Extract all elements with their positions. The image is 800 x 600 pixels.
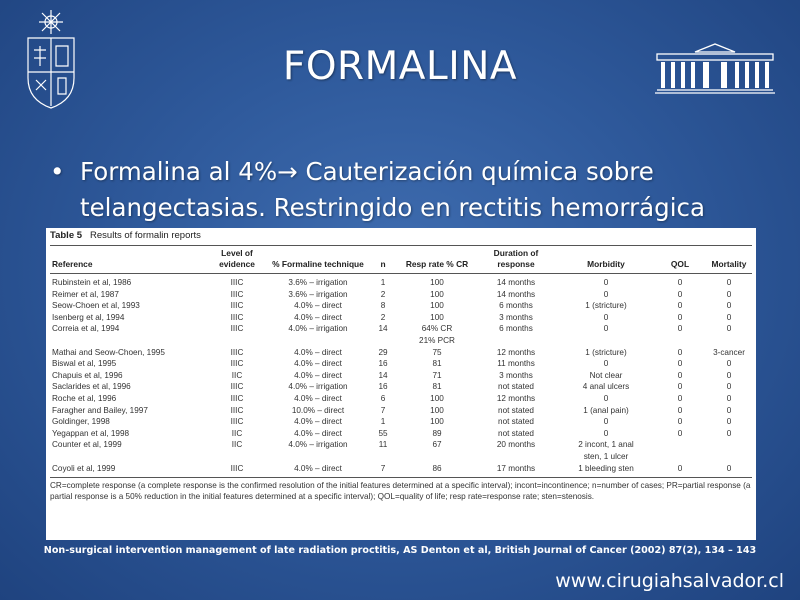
cell-mort: 0 [726, 382, 732, 392]
cell-mort: 0 [726, 359, 732, 369]
cell-tech: 4.0% – direct [294, 359, 342, 369]
cell-qol: 0 [677, 347, 683, 357]
cell-tech: 3.6% – irrigation [288, 289, 348, 299]
header-technique: % Formaline technique [270, 246, 366, 274]
cell-mort: 0 [706, 463, 752, 478]
cell-resp: 100 [430, 301, 444, 311]
cell-dur: 14 months [496, 278, 536, 287]
cell-dur: 6 months [499, 301, 533, 311]
cell-ref: Correia et al, 1994 [52, 324, 120, 334]
header-level: Level of evidence [204, 246, 270, 274]
table-row [50, 347, 752, 359]
cell-mort: 0 [726, 417, 732, 427]
cell-level: IIIC [230, 393, 244, 403]
cell-resp: 100 [430, 278, 444, 287]
cell-tech: 4.0% – direct [294, 347, 342, 357]
cell-level: IIIC [230, 382, 244, 392]
cell-morb: 0 [603, 324, 609, 334]
cell-resp: 89 [432, 428, 442, 438]
cell-morb: 0 [603, 289, 609, 299]
cell-qol: 0 [677, 370, 683, 380]
cell-ref: Reimer et al, 1987 [52, 289, 119, 299]
cell-ref: Faragher and Bailey, 1997 [52, 405, 148, 415]
cell-level: IIIC [230, 359, 244, 369]
slide-title: FORMALINA [282, 44, 518, 89]
cell-resp: 100 [430, 289, 444, 299]
cell-qol: 0 [677, 359, 683, 369]
cell-level: IIIC [204, 463, 270, 478]
cell-level: IIIC [230, 324, 244, 334]
source-citation: Non-surgical intervention management of late radiation proctitis, AS Denton et al, British Journal of Cancer (2002) 87(2), 134 – 143 [43, 545, 757, 556]
cell-tech: 4.0% – direct [270, 463, 366, 478]
table-row [50, 323, 752, 346]
header-n: n [366, 246, 400, 274]
cell-ref: Goldinger, 1998 [52, 417, 110, 427]
cell-mort: 0 [726, 370, 732, 380]
table-caption-text: Results of formalin reports [90, 230, 201, 241]
cell-qol: 0 [677, 278, 683, 287]
cell-mort: 0 [726, 393, 732, 403]
cell-morb: 1 (stricture) [585, 301, 627, 311]
header-duration: Duration of response [474, 246, 558, 274]
cell-resp: 81 [432, 359, 442, 369]
cell-resp: 100 [430, 393, 444, 403]
cell-morb: 2 incont, 1 anal sten, 1 ulcer [578, 440, 634, 461]
cell-ref: Yegappan et al, 1998 [52, 428, 130, 438]
cell-morb: 0 [603, 393, 609, 403]
cell-ref: Isenberg et al, 1994 [52, 312, 125, 322]
cell-n: 6 [380, 393, 386, 403]
cell-dur: not stated [498, 417, 534, 427]
bullet-marker: • [50, 157, 65, 186]
cell-level: IIC [231, 428, 243, 438]
arrow-icon: → [277, 157, 298, 186]
table-row [50, 439, 752, 462]
table-row [50, 274, 752, 289]
cell-qol: 0 [677, 382, 683, 392]
cell-morb: 1 (stricture) [585, 347, 627, 357]
cell-qol: 0 [677, 312, 683, 322]
cell-dur: 14 months [496, 289, 536, 299]
cell-dur: 17 months [474, 463, 558, 478]
cell-tech: 4.0% – direct [294, 370, 342, 380]
table-row [50, 393, 752, 405]
cell-n: 14 [378, 370, 388, 380]
cell-tech: 4.0% – irrigation [288, 324, 348, 334]
cell-mort: 0 [726, 312, 732, 322]
cell-mort: 3-cancer [713, 347, 745, 357]
cell-dur: not stated [498, 382, 534, 392]
cell-resp: 64% CR 21% PCR [419, 324, 455, 345]
cell-n: 2 [380, 312, 386, 322]
cell-tech: 3.6% – irrigation [288, 278, 348, 287]
cell-qol: 0 [654, 463, 706, 478]
cell-ref: Roche et al, 1996 [52, 393, 117, 403]
table-label: Table 5 [50, 230, 83, 241]
cell-qol: 0 [677, 301, 683, 311]
cell-morb: 0 [603, 428, 609, 438]
cell-level: IIIC [230, 278, 244, 287]
cell-ref: Biswal et al, 1995 [52, 359, 117, 369]
header-resp-rate: Resp rate % CR [400, 246, 474, 274]
results-table [50, 246, 752, 478]
cell-mort: 0 [726, 301, 732, 311]
table-row [50, 312, 752, 324]
cell-mort: 0 [726, 289, 732, 299]
bullet-text-part1: Formalina al 4% [80, 157, 278, 186]
cell-dur: 3 months [499, 370, 533, 380]
cell-qol: 0 [677, 417, 683, 427]
cell-morb: 1 bleeding sten [558, 463, 654, 478]
cell-morb: 0 [603, 278, 609, 287]
cell-level: IIIC [230, 312, 244, 322]
cell-tech: 4.0% – direct [294, 417, 342, 427]
cell-morb: 4 anal ulcers [582, 382, 630, 392]
cell-qol: 0 [677, 405, 683, 415]
cell-resp: 100 [430, 417, 444, 427]
table-row [50, 358, 752, 370]
cell-dur: 20 months [496, 440, 536, 450]
table-row [50, 370, 752, 382]
cell-level: IIC [231, 440, 243, 450]
website-url: www.cirugiahsalvador.cl [555, 570, 784, 592]
header-reference: Reference [50, 246, 204, 274]
cell-morb: 1 (anal pain) [583, 405, 629, 415]
cell-tech: 4.0% – direct [294, 428, 342, 438]
cell-dur: 3 months [499, 312, 533, 322]
cell-n: 1 [380, 417, 386, 427]
cell-tech: 4.0% – direct [294, 301, 342, 311]
cell-qol: 0 [677, 428, 683, 438]
cell-dur: 12 months [496, 347, 536, 357]
table-row [50, 405, 752, 417]
header-morbidity: Morbidity [558, 246, 654, 274]
cell-resp: 86 [400, 463, 474, 478]
cell-n: 1 [380, 278, 386, 287]
cell-dur: 12 months [496, 393, 536, 403]
cell-level: IIIC [230, 405, 244, 415]
bullet-text [80, 154, 770, 226]
cell-ref: Saclarides et al, 1996 [52, 382, 131, 392]
cell-mort: 0 [726, 405, 732, 415]
cell-level: IIC [231, 370, 243, 380]
cell-qol [654, 439, 706, 462]
cell-tech: 4.0% – irrigation [288, 440, 348, 450]
cell-ref: Coyoli et al, 1999 [50, 463, 204, 478]
table-row [50, 463, 752, 478]
cell-ref: Counter et al, 1999 [52, 440, 122, 450]
cell-n: 8 [380, 301, 386, 311]
cell-resp: 100 [430, 405, 444, 415]
cell-tech: 4.0% – direct [294, 393, 342, 403]
cell-level: IIIC [230, 301, 244, 311]
cell-qol: 0 [677, 393, 683, 403]
cell-resp: 81 [432, 382, 442, 392]
cell-dur: not stated [498, 428, 534, 438]
cell-level: IIIC [230, 347, 244, 357]
cell-n: 7 [380, 405, 386, 415]
cell-level: IIIC [230, 417, 244, 427]
cell-dur: 11 months [497, 359, 535, 369]
bullet-point [50, 154, 770, 226]
table-row [50, 428, 752, 440]
cell-morb: 0 [603, 312, 609, 322]
cell-dur: not stated [498, 405, 534, 415]
cell-mort: 0 [726, 324, 732, 334]
cell-tech: 10.0% – direct [291, 405, 345, 415]
table-row [50, 416, 752, 428]
cell-tech: 4.0% – irrigation [288, 382, 348, 392]
cell-mort: 0 [726, 278, 732, 287]
table-row [50, 381, 752, 393]
cell-n: 2 [380, 289, 386, 299]
cell-n: 55 [378, 428, 388, 438]
cell-ref: Chapuis et al, 1996 [52, 370, 123, 380]
header-qol: QOL [654, 246, 706, 274]
table-row [50, 289, 752, 301]
cell-dur: 6 months [499, 324, 533, 334]
cell-resp: 75 [432, 347, 442, 357]
cell-level: IIIC [230, 289, 244, 299]
cell-n: 16 [378, 382, 388, 392]
cell-resp: 71 [432, 370, 442, 380]
table-footnote: CR=complete response (a complete response is the confirmed resolution of the initial features determined at a specific interval); incont=incontinence; n=number of cases; PR=partial response (a partial response is a 50% reduction in the initial features determined at a specific interval); QOL=quality of life; resp rate=response rate; sten=stenosis. [50, 481, 751, 502]
cell-ref: Seow-Choen et al, 1993 [52, 301, 140, 311]
bullet-text-part2: Cauterización química sobre telangectasias. Restringido en rectitis hemorrágica [80, 157, 706, 222]
cell-tech: 4.0% – direct [294, 312, 342, 322]
cell-qol: 0 [677, 289, 683, 299]
cell-resp: 67 [432, 440, 442, 450]
cell-mort: 0 [726, 428, 732, 438]
table-row [50, 300, 752, 312]
cell-ref: Rubinstein et al, 1986 [52, 278, 132, 287]
cell-qol: 0 [677, 324, 683, 334]
cell-morb: Not clear [589, 370, 623, 380]
cell-n: 11 [378, 440, 388, 450]
cell-morb: 0 [603, 417, 609, 427]
table-caption [50, 230, 752, 241]
cell-n: 14 [378, 324, 388, 334]
cell-n: 29 [378, 347, 388, 357]
cell-ref: Mathai and Seow-Choen, 1995 [52, 347, 165, 357]
cell-mort [706, 439, 752, 462]
header-mortality: Mortality [706, 246, 752, 274]
cell-n: 16 [378, 359, 388, 369]
cell-resp: 100 [430, 312, 444, 322]
results-table-figure [46, 228, 756, 540]
cell-morb: 0 [603, 359, 609, 369]
table-header-row [50, 246, 752, 274]
cell-n: 7 [366, 463, 400, 478]
